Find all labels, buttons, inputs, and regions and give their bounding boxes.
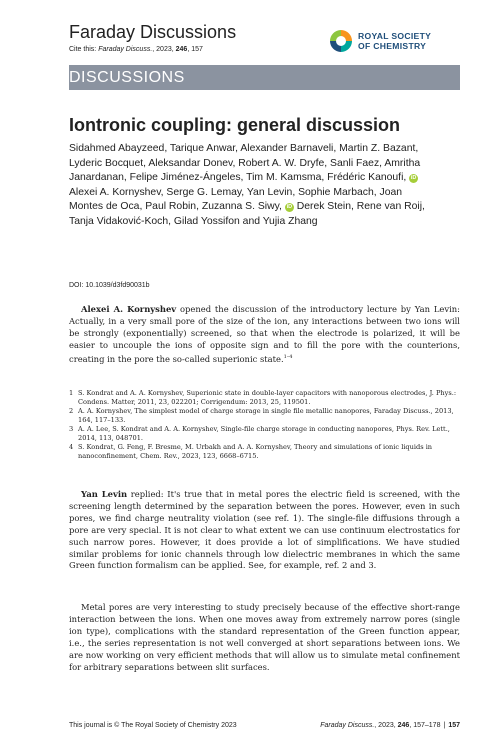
citation-superscript[interactable]: 1–4 [283,353,293,360]
cite-page: , 157 [187,46,203,53]
cite-volume: 246 [175,46,188,53]
footer-journal: Faraday Discuss. [320,722,375,729]
section-banner [69,65,460,90]
reference-list [69,389,460,461]
footer-year: , 2023, [374,722,398,729]
page-number: 157 [448,722,460,729]
rsc-logo-icon [328,28,354,54]
reference-text: A. A. Kornyshev, The simplest model of charge storage in single file metallic nanopores, Faraday Discuss., 2013, 164, 117–133. [78,407,454,424]
copyright-notice: This journal is © The Royal Society of Chemistry 2023 [69,722,237,729]
reference-number: 4 [69,443,74,451]
logo-line-1: ROYAL SOCIETY [358,31,432,41]
logo-line-2: OF CHEMISTRY [358,41,427,51]
reference-text: S. Kondrat, G. Feng, F. Bresme, M. Urbakh and A. A. Kornyshev, Theory and simulations of ionic liquids in nanoconfinement, Chem. Rev., 2023, 123, 6668–6715. [78,443,433,460]
reference-number: 3 [69,425,74,433]
reference-item [69,425,460,442]
rsc-logo [328,28,460,58]
reference-item [69,443,460,460]
journal-name: Faraday Discussions [69,22,237,42]
paragraph-levin-reply [69,489,460,572]
speaker-name: Yan Levin [81,489,128,499]
article-title: Iontronic coupling: general discussion [69,115,401,135]
footer-citation [320,722,460,729]
paragraph-text: opened the discussion of the introductory lecture by Yan Levin: Actually, in a very small pore of the size of the ion, any interactions between two ions will be strongly (exponentially) screened, so that when the electrode is polarized, it will be easier to uncouple the ions of opposite sign and to fill the pore with the counterions, creating in the pore the so-called superionic state. [69,304,460,364]
orcid-icon[interactable]: iD [410,175,417,182]
reference-item [69,389,460,406]
reference-text: A. A. Lee, S. Kondrat and A. A. Kornyshev, Single-file charge storage in conducting nanopores, Phys. Rev. Lett., 2014, 113, 048701. [78,425,450,442]
section-banner-label: DISCUSSIONS [69,69,185,86]
paragraph-kornyshev [69,304,460,365]
reference-number: 1 [69,389,74,397]
authors-part-3: Derek Stein, Rene van Roij, Tanja Vidaković-Koch, Gilad Yossifon and Yujia Zhang [69,201,425,227]
footer-volume: 246 [397,722,410,729]
footer-separator: | [443,722,446,729]
reference-item [69,407,460,424]
footer-pages: , 157–178 [409,722,441,729]
authors-part-2: Alexei A. Kornyshev, Serge G. Lemay, Yan Levin, Sophie Marbach, Joan Montes de Oca, Paul Robin, Zuzanna S. Siwy, [69,186,403,213]
paragraph-metal-pores: Metal pores are very interesting to study precisely because of the effective short-range interaction between the ions. When one moves away from extremely narrow pores (single ion type), complications with the standard representation of the Green function appear, i.e., the series representation is not well converged at short separations between ions. We are now working on very efficient methods that will allow us to simulate metal confinement for arbitrary separations between slit surfaces. [69,602,460,672]
speaker-name: Alexei A. Kornyshev [81,304,177,314]
doi-line[interactable]: DOI: 10.1039/d3fd90031b [69,282,150,289]
paragraph-text: replied: It's true that in metal pores the electric field is screened, with the screening length determined by the separation between the pores. However, even in such pores, we find charge neutrality violation (see ref. 1). The single-file diffusions through a pore are very special. It is not clear to what extent we can use continuum electrostatics for such narrow pores. However, it does provide a lot of simplifications. We have studied similar problems for ionic channels through low dielectric membranes in which the same Green function formalism can be applied. See, for example, ref. 2 and 3. [69,489,460,571]
authors-part-1: Sidahmed Abayzeed, Tarique Anwar, Alexander Barnaveli, Martin Z. Bazant, Lyderic Bocquet, Aleksandar Donev, Robert A. W. Dryfe, Sanli Faez, Amritha Janardanan, Felipe Jiménez-Ángeles, Tim M. Kamsma, Frédéric Kanoufi, [69,143,421,184]
reference-number: 2 [69,407,74,415]
cite-journal: Faraday Discuss. [98,46,153,53]
citation-line [69,46,203,53]
cite-label: Cite this: [69,46,97,53]
orcid-icon[interactable]: iD [286,204,293,211]
cite-year: , 2023, [152,46,176,53]
reference-text: S. Kondrat and A. A. Kornyshev, Superionic state in double-layer capacitors with nanoporous electrodes, J. Phys.: Condens. Matter, 2011, 23, 022201; Corrigendum: 2013, 25, 119501. [78,389,457,406]
rsc-logo-text [358,31,431,51]
author-list [69,142,439,230]
